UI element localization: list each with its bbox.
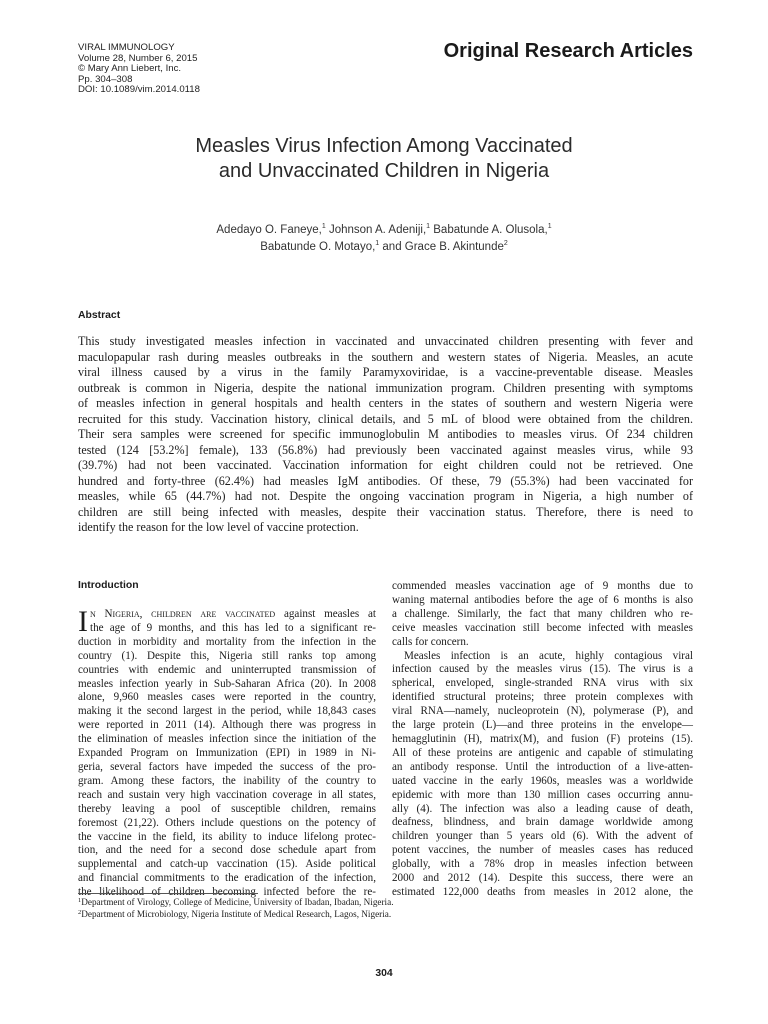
volume-issue: Volume 28, Number 6, 2015 xyxy=(78,52,198,64)
author-name: Johnson A. Adeniji, xyxy=(325,224,427,236)
abstract-line: children are still being infected with measles, despite their vaccination status. Therefore, there is need to xyxy=(78,504,693,519)
affiliation-mark: 1 xyxy=(426,223,431,230)
body-line: measles infection yearly in Sub-Saharan Africa (20). In 2008 xyxy=(78,677,376,690)
abstract-line: maculopapular rash during measles outbreaks in the southern and western states of Nigeria. Measles, an acute xyxy=(78,349,693,364)
footnote xyxy=(78,897,394,909)
body-line: and financial commitments to the eradication of the infection, xyxy=(78,872,376,885)
copyright: © Mary Ann Liebert, Inc. xyxy=(78,63,182,75)
body-column-left xyxy=(78,605,377,900)
body-line: were reported in 2011 (14). Although there was progress in xyxy=(78,719,376,732)
footnote xyxy=(78,909,394,921)
body-line: hemagglutinin (H), matrix(M), and fusion (F) proteins (15). xyxy=(392,732,693,745)
author-name: and Grace B. Akintunde xyxy=(379,241,504,253)
body-line: calls for concern. xyxy=(392,635,469,648)
body-line: ceive measles vaccination still become infected with measles xyxy=(392,621,693,634)
affiliation-mark: 1 xyxy=(547,223,552,230)
body-column-right xyxy=(392,580,693,900)
section-label: Original Research Articles xyxy=(443,40,693,62)
body-line: countries with endemic and uninterrupted transmission of xyxy=(78,663,376,676)
body-line: alone, 9,960 measles cases were reported in the country, xyxy=(78,691,376,704)
body-line: infection caused by the measles virus (15). The virus is a xyxy=(392,663,693,676)
body-line: thereby leaving a pool of susceptible children, remains xyxy=(78,802,376,815)
drop-cap: I xyxy=(78,605,88,638)
drop-cap-block xyxy=(78,605,377,638)
body-line: the age of 9 months, and this has led to a significant re- xyxy=(90,621,376,634)
abstract-heading: Abstract xyxy=(78,310,121,321)
body-line: Measles infection is an acute, highly contagious viral xyxy=(404,649,693,662)
journal-metadata xyxy=(78,43,200,96)
body-line: globally, with a 78% drop in measles infection between xyxy=(392,858,693,871)
body-line: All of these proteins are antigenic and capable of stimulating xyxy=(392,746,693,759)
footnote-mark: 1 xyxy=(78,897,82,904)
body-line: spherical, enveloped, single-stranded RNA virus with six xyxy=(392,677,693,690)
abstract-line: viral illness caused by a virus in the family Paramyxoviridae, is a vaccine-preventable disease. Measles xyxy=(78,365,693,379)
body-line: the vaccine in the field, its ability to induce lifelong protec- xyxy=(78,830,376,843)
abstract-line: identify the reason for the low level of vaccine protection. xyxy=(78,520,359,534)
abstract-line: hundred and forty-three (62.4%) had measles IgM antibodies. Of these, 79 (55.3%) had been vaccinated for xyxy=(78,473,693,488)
body-line: the likelihood of children becoming infected before the re- xyxy=(78,886,376,899)
small-caps-lead: n Nigeria, children are vaccinated xyxy=(90,608,276,620)
abstract-line: recruited for this study. Vaccination history, clinical details, and 5 mL of blood were obtained from the children. xyxy=(78,411,693,426)
affiliation-mark: 1 xyxy=(321,223,326,230)
body-line: an antibody response. Until the introduction of a live-atten- xyxy=(392,760,693,773)
body-line: uated vaccine in the early 1960s, measles was a worldwide xyxy=(392,774,693,787)
body-line: ally (4). The infection was also a leading cause of death, xyxy=(392,802,693,815)
body-line: foremost (21,22). Others include questions on the potency of xyxy=(78,816,376,829)
body-line: country (1). Despite this, Nigeria still ranks top among xyxy=(78,649,376,662)
introduction-heading: Introduction xyxy=(78,580,139,591)
body-line: estimated 122,000 deaths from measles in 2012 alone, the xyxy=(392,885,693,898)
body-line: deafness, blindness, and brain damage worldwide among xyxy=(392,816,693,829)
author-list xyxy=(0,222,768,256)
body-line: Expanded Program on Immunization (EPI) in 1989 in Ni- xyxy=(78,747,376,760)
title-line: and Unvaccinated Children in Nigeria xyxy=(218,160,550,182)
article-title xyxy=(0,134,768,184)
body-line: geria, several factors have impeded the success of the pro- xyxy=(78,760,376,773)
body-line: viral RNA—namely, nucleoprotein (N), polymerase (P), and xyxy=(392,705,693,718)
abstract-line: This study investigated measles infection in vaccinated and unvaccinated children presenting with fever and xyxy=(78,334,693,348)
body-line: a challenge. Similarly, the fact that many children who re- xyxy=(392,607,693,620)
body-line: duction in morbidity and mortality from the infection in the xyxy=(78,635,376,648)
body-line: gram. Among these factors, the inability of the country to xyxy=(78,774,376,787)
author-name: Babatunde A. Olusola, xyxy=(430,224,548,236)
page-number: 304 xyxy=(375,968,393,979)
abstract-line: measles, while 65 (44.7%) had not. Despite the ongoing vaccination program in Nigeria, a high number of xyxy=(78,489,693,503)
affiliation-mark: 2 xyxy=(503,240,508,247)
left-column-lines xyxy=(78,636,376,900)
body-line: the large protein (L)—and three proteins in the envelope— xyxy=(392,719,693,732)
body-line: waning maternal antibodies before the age of 6 months is also xyxy=(392,593,693,606)
body-line: children younger than 5 years old (6). With the advent of xyxy=(392,830,693,843)
page-range: Pp. 304–308 xyxy=(78,73,133,85)
body-line: identified structural proteins; three protein complexes with xyxy=(392,691,693,704)
affiliation-mark: 1 xyxy=(375,240,380,247)
affiliation-footnotes xyxy=(78,897,394,920)
footnote-text: Department of Virology, College of Medicine, University of Ibadan, Ibadan, Nigeria. xyxy=(81,897,394,907)
abstract-line: Their sera samples were screened for specific immunoglobulin M antibodies to measles virus. Of 234 children xyxy=(78,427,693,441)
abstract-line: of measles infection in general hospitals and health centers in the states of southern and western Nigeria were xyxy=(78,396,693,410)
body-line: making it the second largest in the period, while 18,843 cases xyxy=(78,705,376,718)
body-line: reach and sustain very high vaccination coverage in all states, xyxy=(78,788,376,801)
author-line xyxy=(0,222,768,239)
footnote-text: Department of Microbiology, Nigeria Institute of Medical Research, Lagos, Nigeria. xyxy=(81,908,392,919)
abstract-line: tested (124 [53.2%] female), 133 (56.8%) had previously been vaccinated against measles virus, while 93 xyxy=(78,442,693,457)
body-line: potent vaccines, the number of measles cases has reduced xyxy=(392,844,693,857)
paragraph xyxy=(392,650,693,900)
footnote-mark: 2 xyxy=(78,908,82,916)
body-line: commended measles vaccination age of 9 months due to xyxy=(392,580,693,592)
journal-name: VIRAL IMMUNOLOGY xyxy=(78,42,175,53)
body-text: against measles at xyxy=(275,608,377,620)
body-line: epidemic with more than 130 million cases occurring annu- xyxy=(392,788,693,801)
abstract-line: outbreak is common in Nigeria, despite the national immunization program. Children presenting with symptoms xyxy=(78,380,693,395)
doi: DOI: 10.1089/vim.2014.0118 xyxy=(78,84,200,96)
author-name: Babatunde O. Motayo, xyxy=(260,241,376,253)
title-line: Measles Virus Infection Among Vaccinated xyxy=(195,135,573,157)
body-line: tion, and the need for a second dose schedule apart from xyxy=(78,844,376,857)
abstract-body xyxy=(78,334,693,536)
abstract-line: (39.7%) had not been vaccinated. Vaccination information for eight children could not be retrieved. One xyxy=(78,458,693,472)
body-line xyxy=(78,608,376,622)
footnote-divider xyxy=(78,893,258,894)
body-line: the elimination of measles infection since the initiation of the xyxy=(78,733,376,746)
author-line xyxy=(0,239,768,256)
body-line: 2000 and 2012 (14). Despite this success, there were an xyxy=(392,872,693,885)
paragraph xyxy=(392,580,693,650)
body-line: supplemental and catch-up vaccination (15). Aside political xyxy=(78,858,376,871)
author-name: Adedayo O. Faneye, xyxy=(216,224,322,236)
